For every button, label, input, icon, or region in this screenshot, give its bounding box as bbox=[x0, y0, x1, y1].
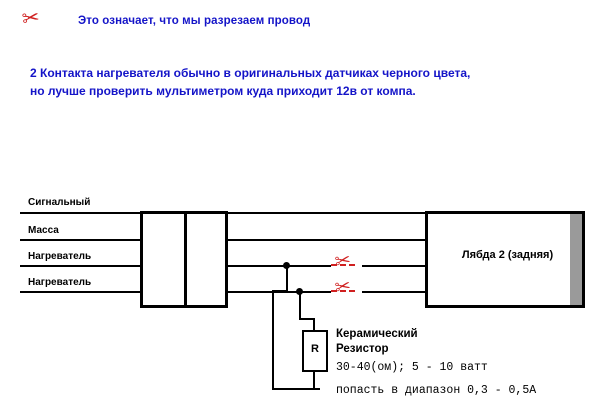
wire-resistor-bottom-lead bbox=[313, 371, 315, 390]
scissors-icon: ✂ bbox=[20, 5, 42, 32]
lambda-sensor-label: Лябда 2 (задняя) bbox=[461, 249, 554, 261]
wire-heater2-left bbox=[20, 291, 140, 293]
connector-divider bbox=[184, 211, 187, 308]
wire-branch-left-vertical bbox=[272, 290, 274, 390]
wire-branch-heater2-down bbox=[299, 291, 301, 319]
lambda-sensor-tip bbox=[570, 214, 582, 305]
heater-contacts-note bbox=[30, 64, 470, 100]
wire-heater2-to-sensor bbox=[362, 291, 425, 293]
wire-signal-left bbox=[20, 212, 140, 214]
wire-branch-heater1-down bbox=[286, 266, 288, 290]
wire-heater1-to-sensor bbox=[362, 265, 425, 267]
wire-label-ground: Масса bbox=[28, 225, 59, 236]
wire-heater1-right-stub bbox=[228, 265, 331, 267]
scissors-icon-heater2: ✂ bbox=[333, 275, 353, 300]
heater-contacts-note-line2: но лучше проверить мультиметром куда приходит 12в от компа. bbox=[30, 84, 416, 98]
scissors-icon-heater1: ✂ bbox=[333, 249, 353, 274]
resistor-spec-line1: 30-40(ом); 5 - 10 ватт bbox=[336, 361, 488, 374]
cut-meaning-note: Это означает, что мы разрезаем провод bbox=[78, 15, 311, 27]
wire-ground-right bbox=[228, 239, 425, 241]
wire-branch-heater1-jog bbox=[272, 290, 288, 292]
heater-contacts-note-line1: 2 Контакта нагревателя обычно в оригинальных датчиках черного цвета, bbox=[30, 66, 471, 80]
resistor-title-line2: Резистор bbox=[336, 343, 389, 355]
wire-label-heater-2: Нагреватель bbox=[28, 277, 92, 288]
wire-label-heater-1: Нагреватель bbox=[28, 251, 92, 262]
wire-ground-left bbox=[20, 239, 140, 241]
resistor-title-line1: Керамический bbox=[336, 328, 418, 340]
resistor-symbol: R bbox=[311, 343, 319, 355]
wire-label-signal: Сигнальный bbox=[28, 197, 91, 208]
resistor-title bbox=[336, 327, 418, 357]
resistor-spec-line2: попасть в диапазон 0,3 - 0,5А bbox=[336, 384, 537, 397]
wire-signal-right bbox=[228, 212, 425, 214]
wire-heater1-left bbox=[20, 265, 140, 267]
